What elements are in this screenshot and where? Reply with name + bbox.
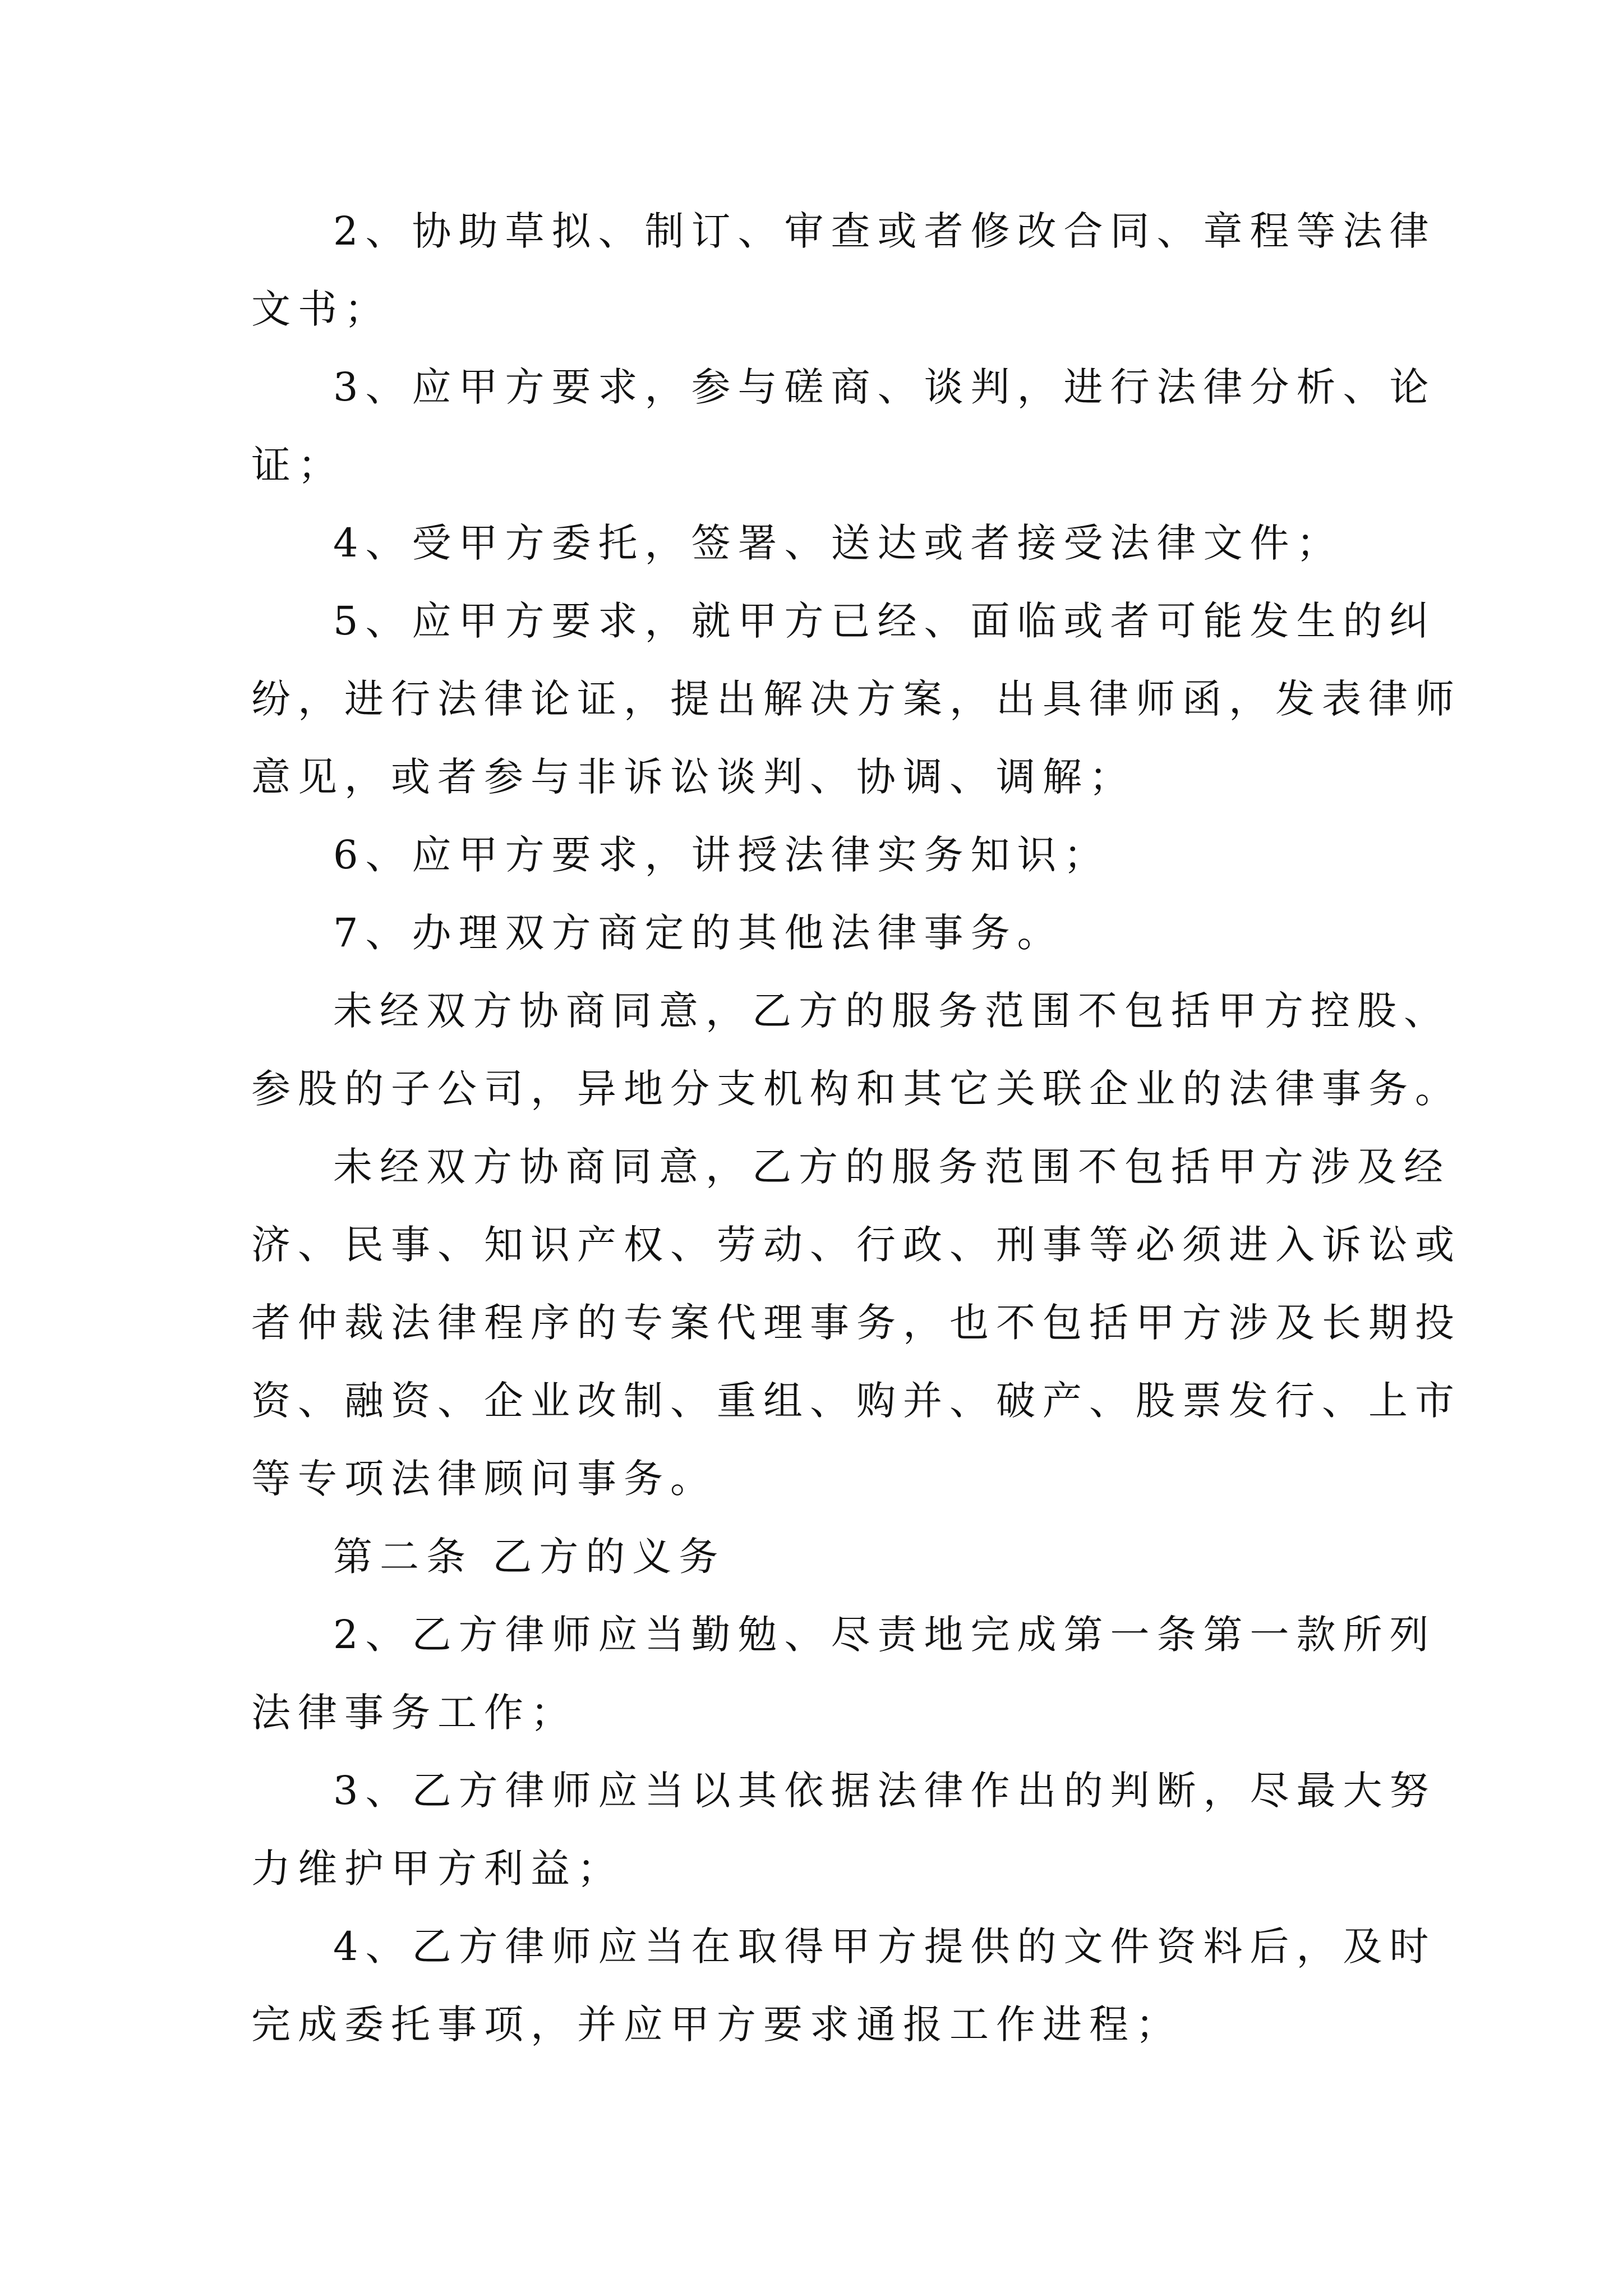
text-line: 纷，进行法律论证，提出解决方案，出具律师函，发表律师 [251, 676, 1461, 722]
text-line: 力维护甲方利益； [251, 1846, 624, 1892]
text-line: 文书； [251, 286, 391, 332]
text-line: 2、协助草拟、制订、审查或者修改合同、章程等法律 [333, 208, 1436, 254]
text-line: 3、乙方律师应当以其依据法律作出的判断，尽最大努 [333, 1768, 1436, 1814]
text-line: 等专项法律顾问事务。 [251, 1456, 717, 1502]
text-line: 意见，或者参与非诉讼谈判、协调、调解； [251, 754, 1136, 800]
text-line: 完成委托事项，并应甲方要求通报工作进程； [251, 2001, 1182, 2047]
text-line: 未经双方协商同意，乙方的服务范围不包括甲方控股、 [333, 988, 1450, 1034]
text-line: 证； [251, 442, 344, 488]
text-line: 6、应甲方要求，讲授法律实务知识； [333, 832, 1110, 878]
text-line: 参股的子公司，异地分支机构和其它关联企业的法律事务。 [251, 1066, 1461, 1112]
text-line: 者仲裁法律程序的专案代理事务，也不包括甲方涉及长期投 [251, 1300, 1461, 1346]
text-line: 资、融资、企业改制、重组、购并、破产、股票发行、上市 [251, 1378, 1461, 1424]
text-line: 2、乙方律师应当勤勉、尽责地完成第一条第一款所列 [333, 1612, 1436, 1658]
section-heading: 第二条 乙方的义务 [333, 1534, 726, 1580]
text-line: 未经双方协商同意，乙方的服务范围不包括甲方涉及经 [333, 1144, 1450, 1190]
text-line: 4、受甲方委托，签署、送达或者接受法律文件； [333, 520, 1343, 566]
text-line: 7、办理双方商定的其他法律事务。 [333, 910, 1064, 956]
text-line: 法律事务工作； [251, 1690, 577, 1736]
text-line: 济、民事、知识产权、劳动、行政、刑事等必须进入诉讼或 [251, 1222, 1461, 1268]
text-line: 4、乙方律师应当在取得甲方提供的文件资料后，及时 [333, 1924, 1436, 1970]
text-line: 3、应甲方要求，参与磋商、谈判，进行法律分析、论 [333, 364, 1436, 410]
text-line: 5、应甲方要求，就甲方已经、面临或者可能发生的纠 [333, 598, 1436, 644]
